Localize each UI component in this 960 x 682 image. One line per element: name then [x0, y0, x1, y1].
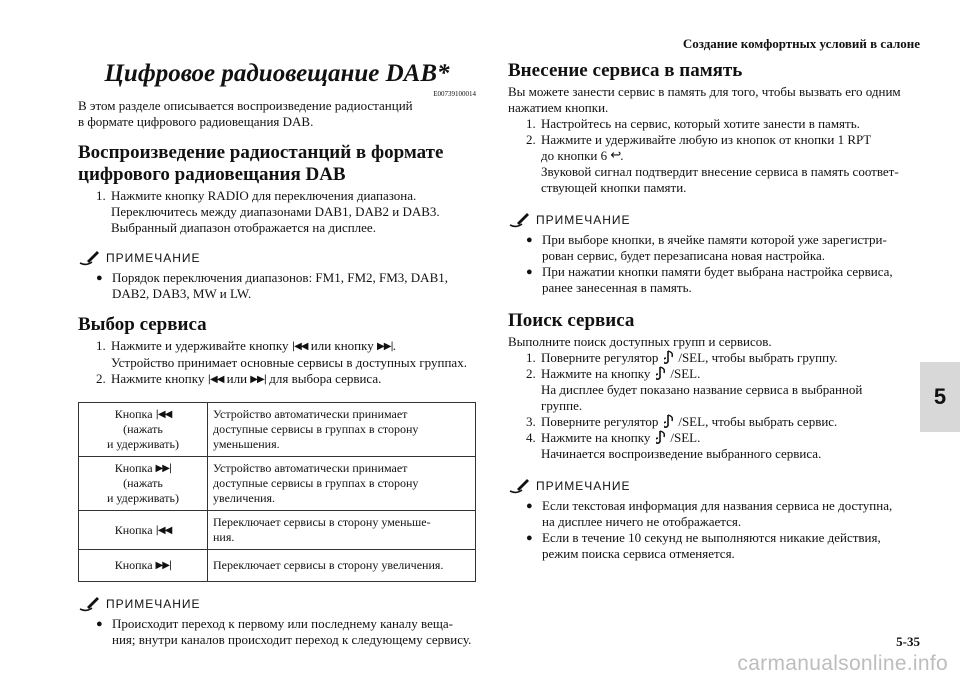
table-key-cell: Кнопка |◀◀ (нажать и удерживать) — [79, 403, 208, 457]
section-heading-memory: Внесение сервиса в память — [508, 60, 743, 81]
right-column: Внесение сервиса в память Вы можете занести сервис в память для того, чтобы вызвать его одним нажатием кнопки. 1. Настройтесь на сервис, который хотите занести в память. 2. Нажмите и удерживайте любую из кнопок от кнопки 1 RPT до кнопки 6 ↩. Звуковой сигнал подтвердит внесение сервиса в память соответ- ствующей кнопки памяти. ПРИМЕЧАНИЕ ● При выборе кнопки, в ячейке памяти которой уже зарегистри- рован сервис, будет перезаписана новая настройка. ● При нажатии кнопки памяти будет выбрана настройка сервиса, ранее занесенная в память. Поиск сервиса Выполните поиск доступных групп и сервисов. 1. Поверните регулятор /SEL, чтобы выбрать группу. 2. Нажмите на кнопку /SEL. На дисплее будет показано название сервиса в выбранной группе. 3. Поверните регулятор /SEL, чтобы выбрать сервис. 4. Нажмите на кнопку /SEL. Начинается воспроизведение выбранного сервиса. ПРИМЕЧАНИЕ ● Если текстовая информация для названия сервиса не доступна, на дисплее ничего не отображается. ● Если в течение 10 секунд не выполняются никакие действия, режим поиска сервиса отменяется. — [508, 54, 912, 562]
note-item: ● Если в течение 10 секунд не выполняются никакие действия, режим поиска сервиса отменяется. — [526, 530, 881, 561]
rotary-knob-icon — [664, 414, 676, 428]
page-number: 5-35 — [896, 634, 920, 649]
note-pencil-icon — [78, 250, 100, 266]
step-item: 2. Нажмите и удерживайте любую из кнопок от кнопки 1 RPT до кнопки 6 ↩. Звуковой сигнал подтвердит внесение сервиса в память соответ- ствующей кнопки памяти. — [526, 132, 899, 195]
note-list — [526, 232, 912, 296]
table-row — [79, 457, 476, 511]
rotary-knob-icon — [656, 430, 668, 444]
step-item: 2. Нажмите на кнопку /SEL. На дисплее будет показано название сервиса в выбранной группе. — [526, 366, 863, 413]
note-list — [96, 270, 476, 302]
note-item: ● Происходит переход к первому или последнему каналу веща- ния; внутри каналов происходит переход к следующему сервису. — [96, 616, 472, 647]
prev-track-icon: |◀◀ — [155, 524, 172, 536]
watermark: carmanualsonline.info — [737, 652, 948, 675]
next-track-icon: ▶▶| — [377, 341, 393, 352]
note-heading: ПРИМЕЧАНИЕ — [78, 250, 476, 266]
table-key-cell: Кнопка ▶▶| (нажать и удерживать) — [79, 457, 208, 511]
return-arrow-icon: ↩ — [610, 148, 621, 163]
intro-line-2: в формате цифрового радиовещания DAB. — [78, 114, 314, 129]
rotary-knob-icon — [664, 350, 676, 364]
prev-track-icon: |◀◀ — [155, 409, 172, 420]
running-header: Создание комфортных условий в салоне — [682, 36, 920, 51]
intro-line-1: В этом разделе описывается воспроизведение радиостанций — [78, 98, 413, 113]
note-pencil-icon — [508, 212, 530, 228]
section-heading-dab-playback: Воспроизведение радиостанций в формате цифрового радиовещания DAB — [78, 142, 444, 185]
note-pencil-icon — [508, 478, 530, 494]
step-item: 1. Нажмите и удерживайте кнопку |◀◀ или кнопку ▶▶|. Устройство принимает основные сервисы в доступных группах. — [96, 338, 467, 370]
table-key-cell: Кнопка ▶▶| — [79, 550, 208, 582]
note-item: ● При нажатии кнопки памяти будет выбрана настройка сервиса, ранее занесенная в память. — [526, 264, 893, 295]
prev-track-icon: |◀◀ — [207, 374, 224, 385]
note-heading: ПРИМЕЧАНИЕ — [508, 478, 912, 494]
table-key-cell: Кнопка |◀◀ — [79, 511, 208, 550]
note-pencil-icon — [78, 596, 100, 612]
table-value-cell: Устройство автоматически принимает доступные сервисы в группах в сторону увеличения. — [208, 457, 476, 511]
table-value-cell: Переключает сервисы в сторону увеличения. — [208, 550, 476, 582]
page-title: Цифровое радиовещание DAB* — [104, 60, 450, 87]
memory-steps — [526, 116, 912, 196]
step-item: 1. Поверните регулятор /SEL, чтобы выбрать группу. — [526, 350, 838, 365]
section-heading-search: Поиск сервиса — [508, 310, 635, 331]
note-heading: ПРИМЕЧАНИЕ — [78, 596, 476, 612]
note-item: ● При выборе кнопки, в ячейке памяти которой уже зарегистри- рован сервис, будет перезаписана новая настройка. — [526, 232, 887, 263]
table-value-cell: Устройство автоматически принимает доступные сервисы в группах в сторону уменьшения. — [208, 403, 476, 457]
table-row — [79, 403, 476, 457]
dab-playback-steps — [96, 188, 476, 236]
next-track-icon: ▶▶| — [155, 463, 172, 474]
step-item: 4. Нажмите на кнопку /SEL. Начинается воспроизведение выбранного сервиса. — [526, 430, 822, 461]
doc-code: E00739100014 — [433, 90, 476, 98]
table-row — [79, 511, 476, 550]
section-heading-service-select: Выбор сервиса — [78, 314, 207, 335]
note-item: ● Если текстовая информация для названия сервиса не доступна, на дисплее ничего не отображается. — [526, 498, 893, 529]
note-heading: ПРИМЕЧАНИЕ — [508, 212, 912, 228]
next-track-icon: ▶▶| — [155, 560, 172, 571]
step-item: 3. Поверните регулятор /SEL, чтобы выбрать сервис. — [526, 414, 838, 429]
next-track-icon: ▶▶| — [250, 374, 267, 385]
note-item: ● Порядок переключения диапазонов: FM1, FM2, FM3, DAB1, DAB2, DAB3, MW и LW. — [96, 270, 448, 301]
table-row — [79, 550, 476, 582]
service-select-steps — [96, 338, 476, 388]
left-column — [78, 58, 476, 648]
chapter-tab: 5 — [920, 362, 960, 432]
rotary-knob-icon — [656, 366, 668, 380]
table-value-cell: Переключает сервисы в сторону уменьше- ния. — [208, 511, 476, 550]
step-item: 1. Нажмите кнопку RADIO для переключения диапазона. Переключитесь между диапазонами DAB1, DAB2 и DAB3. Выбранный диапазон отображается на дисплее. — [96, 188, 440, 235]
note-list — [526, 498, 912, 562]
search-steps — [526, 350, 912, 462]
note-list — [96, 616, 476, 648]
step-item: 1. Настройтесь на сервис, который хотите занести в память. — [526, 116, 860, 131]
button-function-table — [78, 402, 476, 582]
step-item: 2. Нажмите кнопку |◀◀ или ▶▶| для выбора сервиса. — [96, 371, 382, 386]
prev-track-icon: |◀◀ — [291, 341, 308, 352]
